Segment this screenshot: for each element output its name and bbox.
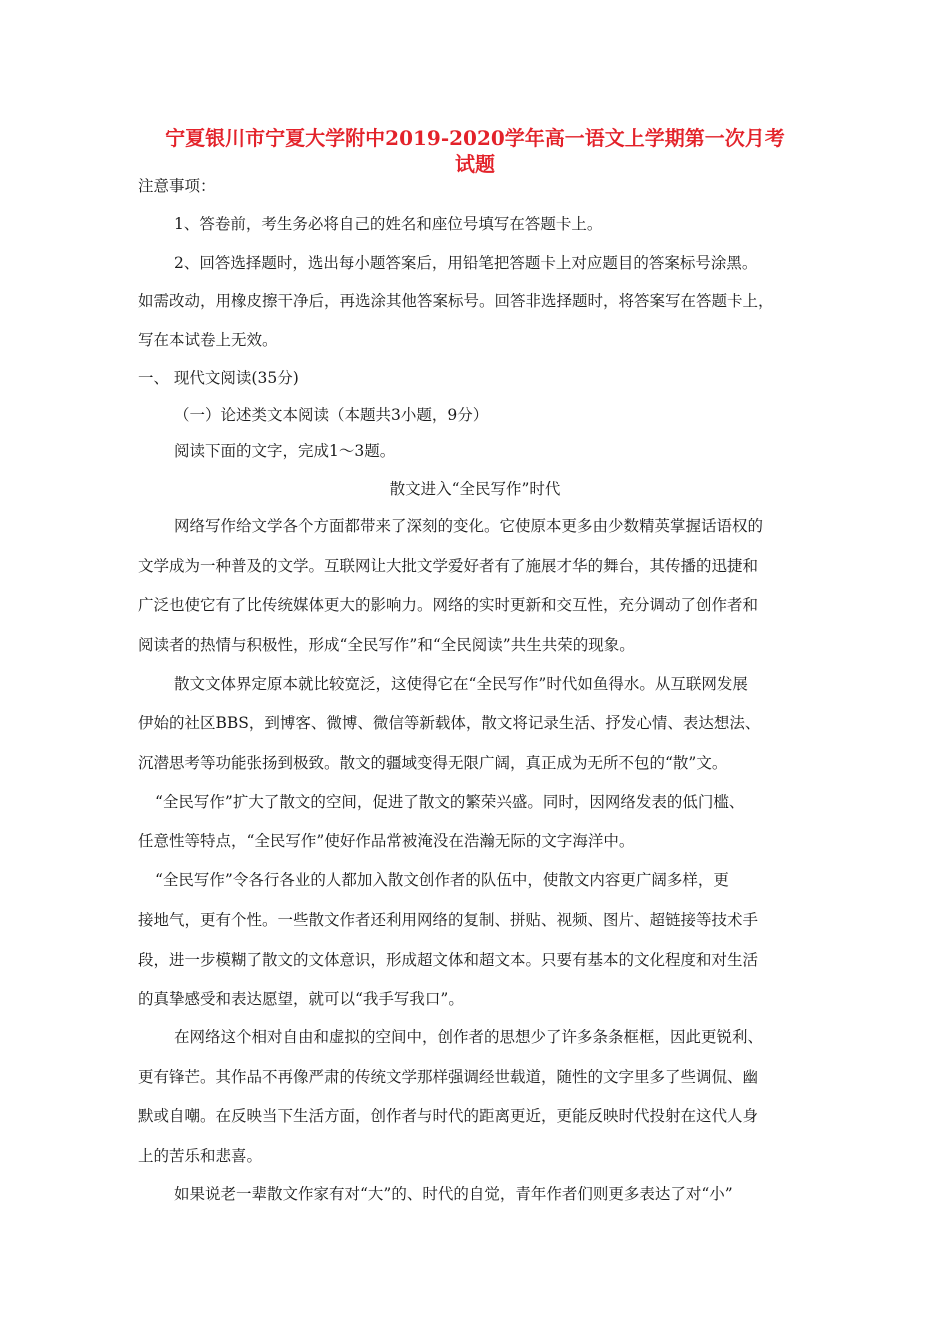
article-paragraph-line: 沉潜思考等功能张扬到极致。散文的疆域变得无限广阔，真正成为无所不包的“散”文。: [138, 754, 728, 772]
article-title: 散文进入“全民写作”时代: [389, 480, 561, 498]
notice-item-2-line-3: 写在本试卷上无效。: [138, 331, 278, 349]
section-heading: 一、 现代文阅读(35分): [138, 369, 299, 387]
notice-heading: 注意事项：: [138, 177, 216, 195]
article-paragraph-line: 接地气，更有个性。一些散文作者还利用网络的复制、拼贴、视频、图片、超链接等技术手: [138, 911, 759, 929]
article-paragraph-line: 段，进一步模糊了散文的文体意识，形成超文体和超文本。只要有基本的文化程度和对生活: [138, 951, 759, 969]
article-paragraph-line: 如果说老一辈散文作家有对“大”的、时代的自觉，青年作者们则更多表达了对“小”: [174, 1185, 733, 1203]
article-paragraph-line: 在网络这个相对自由和虚拟的空间中，创作者的思想少了许多条条框框，因此更锐利、: [174, 1028, 764, 1046]
article-paragraph-line: 任意性等特点，“全民写作”使好作品常被淹没在浩瀚无际的文字海洋中。: [138, 832, 635, 850]
article-paragraph-line: 更有锋芒。其作品不再像严肃的传统文学那样强调经世载道，随性的文字里多了些调侃、幽: [138, 1068, 759, 1086]
notice-item-2-line-1: 2、回答选择题时，选出每小题答案后，用铅笔把答题卡上对应题目的答案标号涂黑。: [174, 254, 758, 272]
article-paragraph-line: “全民写作”令各行各业的人都加入散文创作者的队伍中，使散文内容更广阔多样，更: [155, 871, 729, 889]
article-paragraph-line: 的真挚感受和表达愿望，就可以“我手写我口”。: [138, 990, 464, 1008]
article-paragraph-line: 伊始的社区BBS，到博客、微博、微信等新载体，散文将记录生活、抒发心情、表达想法、: [138, 714, 761, 732]
article-paragraph-line: 散文文体界定原本就比较宽泛，这使得它在“全民写作”时代如鱼得水。从互联网发展: [174, 675, 748, 693]
notice-item-1: 1、答卷前，考生务必将自己的姓名和座位号填写在答题卡上。: [174, 215, 603, 233]
reading-instruction: 阅读下面的文字，完成1～3题。: [174, 442, 396, 460]
article-paragraph-line: 网络写作给文学各个方面都带来了深刻的变化。它使原本更多由少数精英掌握话语权的: [174, 517, 764, 535]
article-paragraph-line: 文学成为一种普及的文学。互联网让大批文学爱好者有了施展才华的舞台，其传播的迅捷和: [138, 557, 759, 575]
document-title-line2: 试题: [455, 152, 495, 176]
article-paragraph-line: “全民写作”扩大了散文的空间，促进了散文的繁荣兴盛。同时，因网络发表的低门槛、: [155, 793, 745, 811]
document-title-line1: 宁夏银川市宁夏大学附中2019-2020学年高一语文上学期第一次月考: [165, 126, 785, 150]
article-paragraph-line: 阅读者的热情与积极性，形成“全民写作”和“全民阅读”共生共荣的现象。: [138, 636, 635, 654]
subsection-heading: （一）论述类文本阅读（本题共3小题，9分）: [174, 406, 489, 424]
notice-item-2-line-2: 如需改动，用橡皮擦干净后，再选涂其他答案标号。回答非选择题时，将答案写在答题卡上，: [138, 292, 774, 310]
article-paragraph-line: 上的苦乐和悲喜。: [138, 1147, 263, 1165]
article-paragraph-line: 默或自嘲。在反映当下生活方面，创作者与时代的距离更近，更能反映时代投射在这代人身: [138, 1107, 759, 1125]
article-paragraph-line: 广泛也使它有了比传统媒体更大的影响力。网络的实时更新和交互性，充分调动了创作者和: [138, 596, 759, 614]
